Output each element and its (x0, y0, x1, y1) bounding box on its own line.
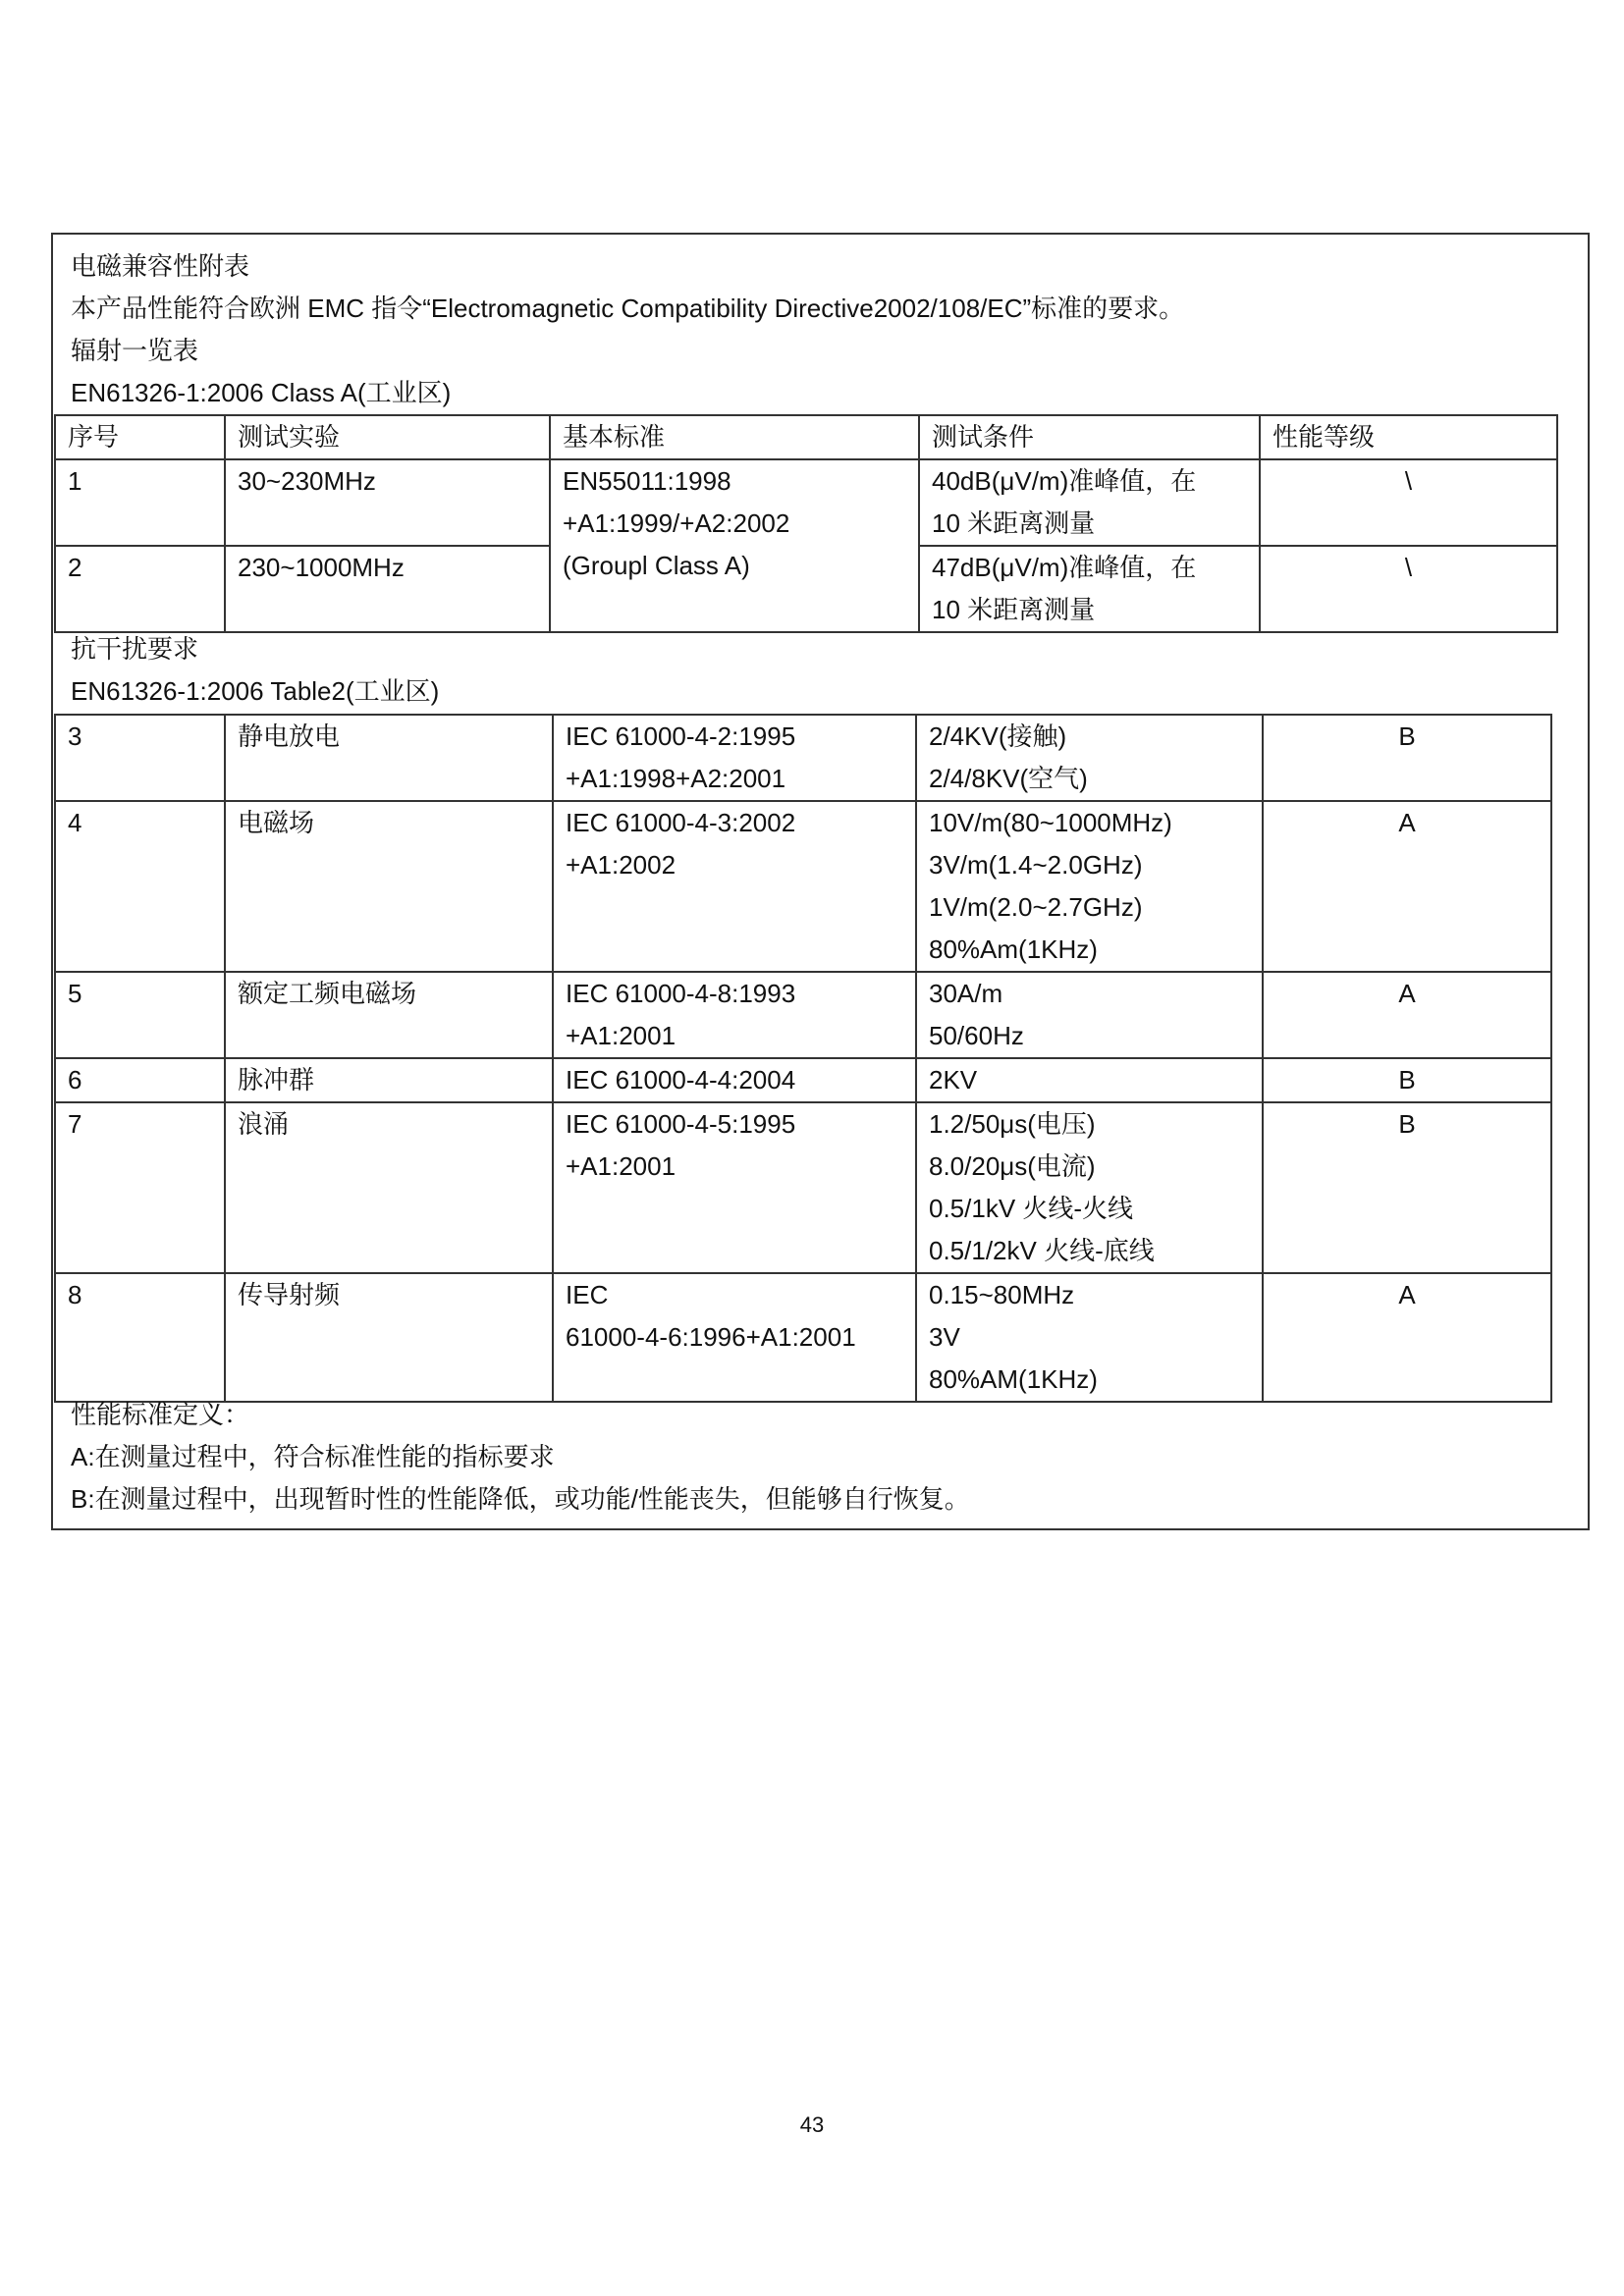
row-number: 1 (55, 459, 225, 546)
row-number: 3 (55, 715, 225, 801)
performance-grade: A (1263, 1273, 1551, 1402)
condition-line: 50/60Hz (929, 1021, 1024, 1050)
test-conditions (919, 459, 1260, 546)
performance-grade: A (1263, 801, 1551, 972)
page-number: 43 (799, 2112, 825, 2137)
emission-standard: EN61326-1:2006 Class A(工业区) (71, 378, 452, 407)
condition-line: 40dB(μV/m)准峰值，在 (932, 466, 1197, 496)
condition-line: 3V/m(1.4~2.0GHz) (929, 850, 1143, 880)
performance-grade: A (1263, 972, 1551, 1058)
test-conditions (916, 801, 1263, 972)
standard-line: IEC (566, 1280, 609, 1309)
test-item: 传导射频 (225, 1273, 553, 1402)
column-header: 性能等级 (1260, 415, 1557, 459)
row-number: 5 (55, 972, 225, 1058)
immunity-table (54, 714, 1552, 1403)
standard-line: +A1:2002 (566, 850, 677, 880)
column-header: 序号 (55, 415, 225, 459)
row-number: 8 (55, 1273, 225, 1402)
standard-line: +A1:2001 (566, 1151, 677, 1181)
condition-line: 80%AM(1KHz) (929, 1364, 1098, 1394)
test-item: 浪涌 (225, 1102, 553, 1273)
emission-table (54, 414, 1558, 633)
row-number: 7 (55, 1102, 225, 1273)
performance-grade: B (1263, 1058, 1551, 1102)
test-item: 静电放电 (225, 715, 553, 801)
condition-line: 2KV (929, 1065, 978, 1095)
standard-line: IEC 61000-4-4:2004 (566, 1065, 796, 1095)
condition-line: 0.5/1kV 火线-火线 (929, 1194, 1134, 1223)
table-row (55, 459, 1557, 546)
table-row (55, 972, 1551, 1058)
column-header: 测试条件 (919, 415, 1260, 459)
row-number: 4 (55, 801, 225, 972)
definition-a: A:在测量过程中，符合标准性能的指标要求 (71, 1442, 555, 1471)
basic-standard (553, 972, 916, 1058)
condition-line: 47dB(μV/m)准峰值，在 (932, 553, 1197, 582)
definitions-heading: 性能标准定义： (71, 1400, 250, 1429)
condition-line: 3V (929, 1322, 960, 1352)
performance-grade: B (1263, 715, 1551, 801)
test-conditions (916, 1273, 1263, 1402)
standard-line: +A1:1999/+A2:2002 (563, 508, 790, 538)
performance-grade: \ (1260, 459, 1557, 546)
standard-line: +A1:1998+A2:2001 (566, 764, 786, 793)
document-title: 电磁兼容性附表 (71, 251, 250, 281)
table-row (55, 1273, 1551, 1402)
definition-b: B:在测量过程中，出现暂时性的性能降低，或功能/性能丧失，但能够自行恢复。 (71, 1484, 970, 1514)
test-item: 额定工频电磁场 (225, 972, 553, 1058)
basic-standard (553, 801, 916, 972)
test-conditions (916, 1058, 1263, 1102)
condition-line: 8.0/20μs(电流) (929, 1151, 1096, 1181)
compliance-statement: 本产品性能符合欧洲 EMC 指令“Electromagnetic Compatibility Directive2002/108/EC”标准的要求。 (71, 294, 1185, 323)
emission-header-row (55, 415, 1557, 459)
performance-grade: \ (1260, 546, 1557, 632)
table-row (55, 801, 1551, 972)
table-row (55, 715, 1551, 801)
condition-line: 2/4/8KV(空气) (929, 764, 1088, 793)
test-item: 电磁场 (225, 801, 553, 972)
table-row (55, 1102, 1551, 1273)
standard-line: IEC 61000-4-2:1995 (566, 721, 796, 751)
standard-line: IEC 61000-4-8:1993 (566, 979, 796, 1008)
condition-line: 30A/m (929, 979, 1003, 1008)
table-row (55, 1058, 1551, 1102)
column-header: 测试实验 (225, 415, 550, 459)
basic-standard (553, 1102, 916, 1273)
standard-line: +A1:2001 (566, 1021, 677, 1050)
test-conditions (916, 972, 1263, 1058)
row-number: 6 (55, 1058, 225, 1102)
condition-line: 10 米距离测量 (932, 508, 1096, 538)
standard-line: (Groupl Class A) (563, 551, 750, 580)
test-item: 脉冲群 (225, 1058, 553, 1102)
condition-line: 0.5/1/2kV 火线-底线 (929, 1236, 1155, 1265)
standard-line: IEC 61000-4-5:1995 (566, 1109, 796, 1139)
test-conditions (916, 1102, 1263, 1273)
condition-line: 10V/m(80~1000MHz) (929, 808, 1172, 837)
condition-line: 0.15~80MHz (929, 1280, 1075, 1309)
test-conditions (916, 715, 1263, 801)
immunity-standard: EN61326-1:2006 Table2(工业区) (71, 676, 440, 706)
immunity-heading: 抗干扰要求 (71, 634, 199, 664)
basic-standard (550, 459, 919, 632)
condition-line: 1.2/50μs(电压) (929, 1109, 1096, 1139)
test-item: 30~230MHz (225, 459, 550, 546)
condition-line: 80%Am(1KHz) (929, 934, 1098, 964)
standard-line: IEC 61000-4-3:2002 (566, 808, 796, 837)
test-item: 230~1000MHz (225, 546, 550, 632)
basic-standard (553, 715, 916, 801)
condition-line: 10 米距离测量 (932, 595, 1096, 624)
basic-standard (553, 1273, 916, 1402)
performance-grade: B (1263, 1102, 1551, 1273)
column-header: 基本标准 (550, 415, 919, 459)
basic-standard (553, 1058, 916, 1102)
condition-line: 2/4KV(接触) (929, 721, 1067, 751)
standard-line: 61000-4-6:1996+A1:2001 (566, 1322, 856, 1352)
standard-line: EN55011:1998 (563, 466, 731, 496)
row-number: 2 (55, 546, 225, 632)
test-conditions (919, 546, 1260, 632)
emission-heading: 辐射一览表 (71, 336, 199, 365)
condition-line: 1V/m(2.0~2.7GHz) (929, 892, 1143, 922)
